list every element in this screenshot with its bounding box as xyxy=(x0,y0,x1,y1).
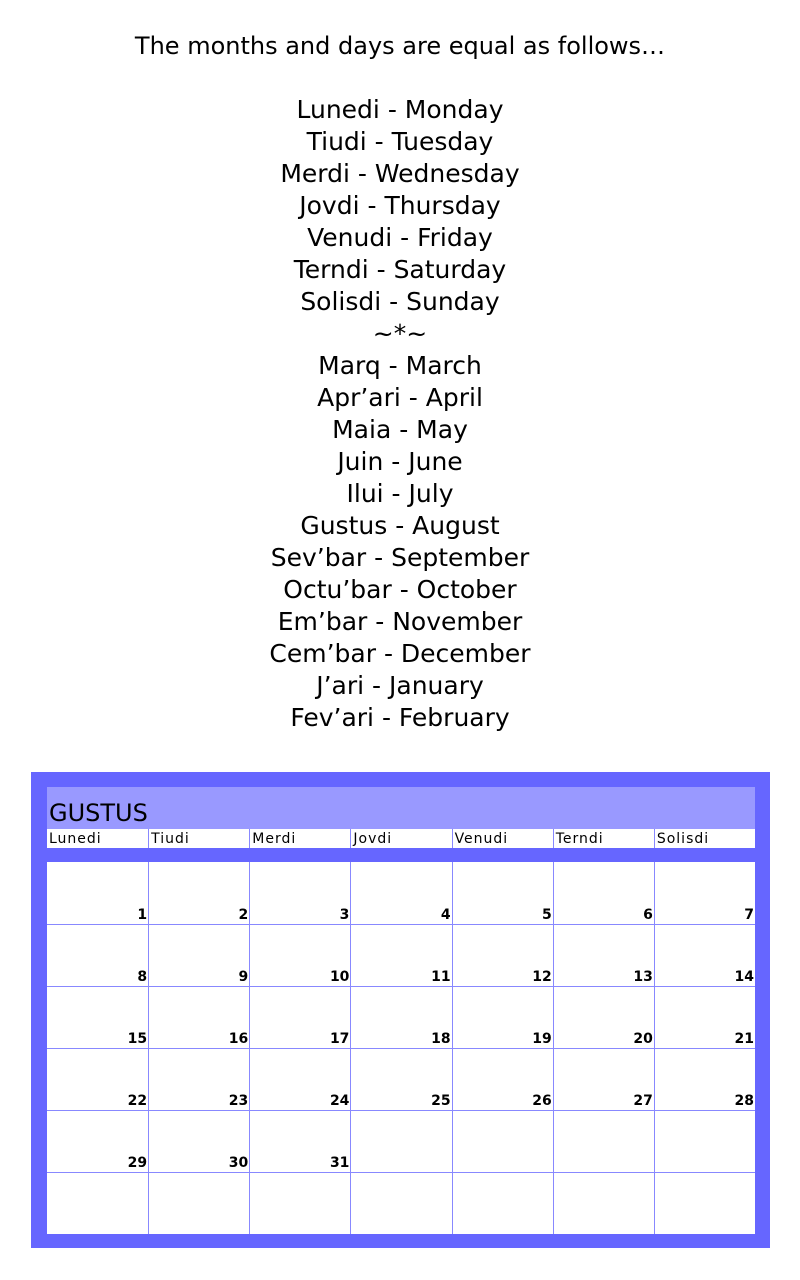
calendar-day-cell xyxy=(553,924,654,986)
separator: ~*~ xyxy=(372,319,428,348)
calendar-day-cell xyxy=(452,1110,553,1172)
calendar-day-cell xyxy=(553,1172,654,1234)
day-pair: Terndi - Saturday xyxy=(293,255,507,284)
calendar-day-cell xyxy=(249,1048,350,1110)
calendar-day-cell xyxy=(249,986,350,1048)
day-number: 4 xyxy=(440,907,451,923)
month-pair: Juin - June xyxy=(337,447,463,476)
calendar-day-cell xyxy=(350,1048,451,1110)
calendar-day-cell xyxy=(249,1172,350,1234)
calendar-day-cell xyxy=(452,924,553,986)
day-number: 11 xyxy=(431,969,451,985)
month-pair: Cem’bar - December xyxy=(269,639,531,668)
calendar-day-cell xyxy=(350,924,451,986)
day-number: 14 xyxy=(734,969,754,985)
calendar-day-cell xyxy=(452,862,553,924)
day-number: 26 xyxy=(532,1093,552,1109)
day-number: 7 xyxy=(744,907,754,923)
day-number: 30 xyxy=(228,1155,249,1171)
weekday-label: Solisdi xyxy=(654,829,755,848)
calendar-day-cell xyxy=(654,1110,755,1172)
calendar-day-cell xyxy=(148,1048,249,1110)
calendar-day-cell xyxy=(148,986,249,1048)
translation-list xyxy=(0,94,800,734)
day-number: 15 xyxy=(127,1031,148,1047)
day-number: 22 xyxy=(127,1093,148,1109)
month-pair: Gustus - August xyxy=(300,511,500,540)
calendar-day-cell xyxy=(249,1110,350,1172)
weekday-label: Jovdi xyxy=(350,829,451,848)
day-pair: Lunedi - Monday xyxy=(296,95,504,124)
calendar-day-cell xyxy=(553,1110,654,1172)
calendar-day-cell xyxy=(47,1110,148,1172)
day-number: 29 xyxy=(127,1155,148,1171)
calendar-day-cell xyxy=(654,862,755,924)
calendar-day-cell xyxy=(350,862,451,924)
weekday-label: Venudi xyxy=(452,829,553,848)
calendar-day-cell xyxy=(452,1172,553,1234)
day-number: 10 xyxy=(329,969,350,985)
calendar-day-cell xyxy=(553,986,654,1048)
calendar-day-cell xyxy=(148,1172,249,1234)
calendar-day-cell xyxy=(47,1172,148,1234)
month-pair: Marq - March xyxy=(318,351,482,380)
calendar-day-cell xyxy=(553,1048,654,1110)
day-number: 19 xyxy=(532,1031,552,1047)
day-number: 25 xyxy=(431,1093,451,1109)
calendar-day-cell xyxy=(249,862,350,924)
weekday-label: Lunedi xyxy=(49,831,102,847)
calendar-day-cell xyxy=(350,1110,451,1172)
calendar-day-cell xyxy=(654,924,755,986)
day-number: 21 xyxy=(734,1031,754,1047)
day-number: 12 xyxy=(532,969,552,985)
calendar-day-cell xyxy=(148,862,249,924)
day-pair: Merdi - Wednesday xyxy=(280,159,520,188)
day-pair: Venudi - Friday xyxy=(307,223,493,252)
day-number: 13 xyxy=(633,969,653,985)
calendar-day-cell xyxy=(452,986,553,1048)
month-pair: Sev’bar - September xyxy=(270,543,530,572)
day-number: 27 xyxy=(633,1093,653,1109)
month-pair: Fev’ari - February xyxy=(290,703,510,732)
month-pair: Ilui - July xyxy=(346,479,454,508)
calendar-day-cell xyxy=(654,986,755,1048)
day-number: 20 xyxy=(633,1031,653,1047)
day-number: 8 xyxy=(137,969,148,985)
weekday-header xyxy=(47,829,755,848)
calendar-day-cell xyxy=(452,1048,553,1110)
calendar-day-cell xyxy=(148,1110,249,1172)
day-number: 2 xyxy=(238,907,249,923)
calendar-day-cell xyxy=(553,862,654,924)
day-number: 16 xyxy=(228,1031,249,1047)
weekday-label: Merdi xyxy=(249,829,350,848)
day-pair: Jovdi - Thursday xyxy=(299,191,501,220)
calendar-day-cell xyxy=(47,924,148,986)
month-pair: Em’bar - November xyxy=(277,607,523,636)
day-number: 1 xyxy=(137,907,148,923)
calendar-day-cell xyxy=(654,1048,755,1110)
calendar-day-cell xyxy=(350,1172,451,1234)
day-number: 6 xyxy=(643,907,653,923)
day-number: 28 xyxy=(734,1093,754,1109)
calendar-day-cell xyxy=(47,986,148,1048)
day-number: 5 xyxy=(541,907,552,923)
day-number: 9 xyxy=(238,969,249,985)
weekday-label: Terndi xyxy=(553,829,654,848)
calendar-day-cell xyxy=(654,1172,755,1234)
day-number: 18 xyxy=(431,1031,451,1047)
calendar xyxy=(31,772,770,1248)
day-number: 3 xyxy=(339,907,350,923)
calendar-day-cell xyxy=(350,986,451,1048)
month-pair: Apr’ari - April xyxy=(317,383,483,412)
day-number: 24 xyxy=(329,1093,350,1109)
calendar-day-cell xyxy=(148,924,249,986)
month-pair: Octu’bar - October xyxy=(283,575,517,604)
month-pair: Maia - May xyxy=(332,415,468,444)
month-pair: J’ari - January xyxy=(316,671,484,700)
calendar-day-cell xyxy=(249,924,350,986)
day-pair: Tiudi - Tuesday xyxy=(306,127,494,156)
day-pair: Solisdi - Sunday xyxy=(300,287,500,316)
day-number: 31 xyxy=(329,1155,350,1171)
day-number: 17 xyxy=(329,1031,350,1047)
calendar-month-title: GUSTUS xyxy=(47,787,755,829)
day-number: 23 xyxy=(228,1093,249,1109)
calendar-grid xyxy=(47,862,755,1234)
weekday-label: Tiudi xyxy=(148,829,249,848)
calendar-day-cell xyxy=(47,1048,148,1110)
intro-text: The months and days are equal as follows… xyxy=(134,32,666,60)
calendar-day-cell xyxy=(47,862,148,924)
